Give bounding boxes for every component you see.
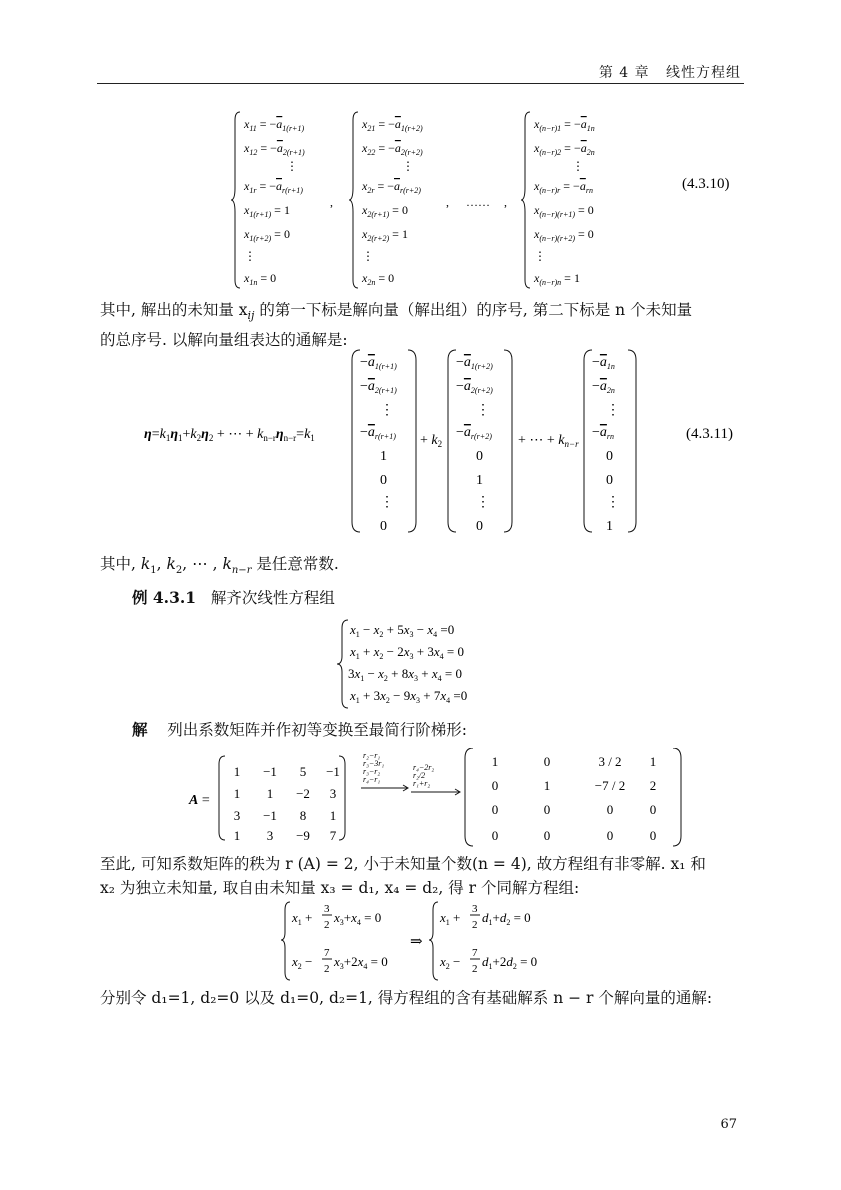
svg-text:x1 +: $x_1$ + [292, 910, 313, 927]
text2-prefix: 其中, [100, 555, 136, 573]
example-heading [132, 586, 777, 610]
matrix-cell: −1 [263, 808, 277, 823]
svg-text:2: 2 [324, 963, 330, 975]
svg-text:2: 2 [472, 963, 478, 975]
paragraph-general-solution: 分别令 d₁=1, d₂=0 以及 d₁=0, d₂=1, 得方程组的含有基础解系 n − r 个解向量的通解: [100, 989, 713, 1007]
svg-text:x(n−r)r = −arn: $x_{(n-r)r} = -a_{rn}$ [534, 179, 593, 195]
svg-text:r₁+r₂: r₁+r₂ [413, 779, 431, 788]
text1-sub: ij [247, 309, 255, 323]
svg-text:x2(r+1) = 0: $x_{2(r+1)} = 0$ [362, 203, 408, 219]
svg-text:−arn: $-a_{rn}$ [592, 425, 615, 441]
svg-text:r₄−2r₂: r₄−2r₂ [413, 763, 435, 772]
matrix-cell: 1 [491, 754, 499, 769]
svg-text:0: 0 [380, 519, 387, 534]
matrix-cell: 3 [329, 786, 337, 801]
matrix-cell: 0 [649, 828, 657, 843]
svg-text:x22 = −a2(r+2): $x_{22} = -a_{2(r+2)}$ [362, 141, 423, 157]
text3-line2: x₂ 为独立未知量, 取自由未知量 x₃ = d₁, x₄ = d₂, 得 r 个同解方程组: [100, 879, 580, 897]
svg-text:2: 2 [472, 919, 478, 931]
header-title: 线性方程组 [666, 65, 741, 81]
matrix-r-cells [492, 754, 657, 843]
example-title: 例 4.3.1 [132, 588, 197, 607]
solution-heading [132, 718, 777, 742]
svg-text:,: , [504, 195, 507, 209]
linear-system [336, 618, 516, 710]
matrix-cell: 3 [233, 808, 241, 823]
svg-text:⋮: ⋮ [606, 495, 620, 510]
svg-text:⋮: ⋮ [402, 159, 414, 173]
svg-text:x(n−r)n = 1: $x_{(n-r)n} = 1$ [534, 271, 580, 287]
matrix-cell: 1 [543, 778, 551, 793]
matrix-cell: 0 [606, 802, 614, 817]
svg-text:x(n−r)(r+1) = 0: $x_{(n-r)(r+1)} = 0$ [534, 203, 594, 219]
matrix-cell: 0 [491, 778, 499, 793]
solution-text: 列出系数矩阵并作初等变换至最简行阶梯形: [167, 721, 467, 739]
svg-text:r₃−r₂: r₃−r₂ [363, 767, 381, 776]
svg-text:,: , [446, 195, 449, 209]
matrix-cell: −9 [296, 828, 310, 843]
svg-text:x2(r+2) = 1: $x_{2(r+2)} = 1$ [362, 227, 408, 243]
header-rule [97, 83, 744, 84]
svg-text:−ar(r+1): $-a_{r(r+1)}$ [360, 425, 396, 441]
svg-text:d1+2d2 = 0: $d_1+2d_2 = 0$ [482, 954, 538, 971]
text1-part1: 其中, 解出的未知量 x [100, 301, 248, 319]
svg-text:A =: A = [189, 793, 210, 808]
svg-text:x11 = −a1(r+1): $x_{11} = -a_{1(r+1)}$ [244, 117, 305, 133]
svg-text:r₃−3r₁: r₃−3r₁ [363, 759, 385, 768]
matrix-cell: 3 [266, 828, 274, 843]
svg-text:x1(r+2) = 0: $x_{1(r+2)} = 0$ [244, 227, 290, 243]
page-number: 67 [720, 1117, 737, 1132]
text2-suffix: 是任意常数. [256, 555, 339, 573]
svg-text:⋮: ⋮ [244, 249, 256, 263]
svg-text:r₄−r₁: r₄−r₁ [363, 775, 381, 784]
svg-text:⋮: ⋮ [606, 403, 620, 418]
matrix-cell: 7 [329, 828, 337, 843]
equation-4-3-10 [230, 108, 750, 293]
svg-text:,: , [330, 195, 333, 209]
matrix-cell: 5 [299, 764, 307, 779]
svg-text:x2n = 0: $x_{2n} = 0$ [362, 271, 395, 287]
svg-text:x1n = 0: $x_{1n} = 0$ [244, 271, 277, 287]
svg-text:⋮: ⋮ [476, 495, 490, 510]
eq-number-4-3-11: (4.3.11) [686, 426, 733, 442]
text3-line1: 至此, 可知系数矩阵的秩为 r (A) = 2, 小于未知量个数(n = 4), 故方程组有非零解. x₁ 和 [100, 855, 706, 873]
svg-text:x(n−r)1 = −a1n: $x_{(n-r)1} = -a_{1n}$ [534, 117, 595, 133]
svg-text:x(n−r)(r+2) = 0: $x_{(n-r)(r+2)} = 0$ [534, 227, 594, 243]
svg-text:2: 2 [324, 919, 330, 931]
matrix-cell: 0 [543, 828, 551, 843]
header-chapter: 第 4 章 [598, 65, 650, 81]
reduced-systems [280, 900, 580, 982]
matrix-cell: 0 [543, 802, 551, 817]
paragraph-explanation [100, 298, 745, 352]
matrix-cell: 2 [649, 778, 657, 793]
svg-text:−ar(r+2): $-a_{r(r+2)}$ [456, 425, 492, 441]
svg-text:x1 + x2 − 2x3 + 3x4 = 0: $x_1 + x_2 - 2x_3 + 3x_4 = 0$ [350, 644, 464, 661]
svg-text:−a2(r+1): $-a_{2(r+1)}$ [360, 379, 397, 395]
svg-text:1: 1 [606, 519, 613, 534]
svg-text:x2r = −ar(r+2): $x_{2r} = -a_{r(r+2)}$ [362, 179, 421, 195]
matrix-cell: 1 [266, 786, 274, 801]
text1-line2: 的总序号. 以解向量组表达的通解是: [100, 331, 348, 350]
svg-text:0: 0 [476, 519, 483, 534]
svg-text:3: 3 [472, 903, 478, 915]
page-header [599, 62, 741, 82]
svg-text:x2 −: $x_2$ − [292, 954, 313, 971]
svg-text:η=k1η1+k2η2 + ⋯ + kn−rηn−r=k1: $\eta=k_1\eta_1+k_2\eta_2$ + ⋯ + $k_{n-r}\eta_{n-r}=k_1$ [144, 427, 315, 443]
svg-text:3x1 − x2 + 8x3 + x4 = 0: $3x_1 - x_2 + 8x_3 + x_4 = 0$ [348, 666, 462, 683]
svg-text:x2 −: $x_2$ − [440, 954, 461, 971]
matrix-cell: 0 [649, 802, 657, 817]
matrix-cell: 0 [543, 754, 551, 769]
matrix-cell: 1 [329, 808, 337, 823]
paragraph-constants: 其中, $k_1$, $k_2$, ⋯ , $k_{n-r}$ 是任意常数. [100, 555, 339, 577]
matrix-cell: 1 [233, 764, 241, 779]
svg-text:0: 0 [380, 473, 387, 488]
svg-text:⋮: ⋮ [534, 249, 546, 263]
svg-text:+ ⋯ + kn−r: + ⋯ + $k_{n-r}$ [518, 433, 579, 449]
eq-ellipsis: …… [466, 195, 490, 209]
svg-text:7: 7 [324, 947, 330, 959]
svg-text:0: 0 [606, 449, 613, 464]
svg-text:r₂−r₁: r₂−r₁ [363, 751, 381, 760]
matrix-cell: −7 / 2 [594, 778, 626, 793]
text1-part2: 的第一下标是解向量（解出组）的序号, 第二下标是 n 个未知量 [254, 301, 693, 319]
matrix-cell: −1 [326, 764, 340, 779]
matrix-cell: 0 [606, 828, 614, 843]
svg-text:7: 7 [472, 947, 478, 959]
svg-text:x3+2x4 = 0: $x_3+2x_4 = 0$ [334, 954, 388, 971]
matrix-cell: 1 [649, 754, 657, 769]
matrix-cell: −1 [263, 764, 277, 779]
matrix-cell: −2 [296, 786, 310, 801]
svg-text:⋮: ⋮ [362, 249, 374, 263]
svg-text:⋮: ⋮ [380, 495, 394, 510]
svg-text:x3+x4 = 0: $x_3+x_4 = 0$ [334, 910, 382, 927]
matrix-cell: 0 [491, 802, 499, 817]
svg-text:+ k2: + $k_2$ [420, 433, 443, 449]
svg-text:−a2(r+2): $-a_{2(r+2)}$ [456, 379, 493, 395]
svg-text:−a1n: $-a_{1n}$ [592, 355, 615, 371]
equation-4-3-11 [140, 346, 750, 541]
svg-text:x1 +: $x_1$ + [440, 910, 461, 927]
svg-text:x21 = −a1(r+2): $x_{21} = -a_{1(r+2)}$ [362, 117, 423, 133]
svg-text:1: 1 [476, 473, 483, 488]
svg-text:−a2n: $-a_{2n}$ [592, 379, 615, 395]
matrix-reduction [185, 748, 685, 848]
svg-text:⇒: ⇒ [410, 934, 423, 950]
svg-text:x1(r+1) = 1: $x_{1(r+1)} = 1$ [244, 203, 290, 219]
matrix-cell: 1 [233, 828, 241, 843]
svg-text:d1+d2 = 0: $d_1+d_2 = 0$ [482, 910, 531, 927]
svg-text:0: 0 [476, 449, 483, 464]
svg-text:x12 = −a2(r+1): $x_{12} = -a_{2(r+1)}$ [244, 141, 305, 157]
svg-text:x1r = −ar(r+1): $x_{1r} = -a_{r(r+1)}$ [244, 179, 303, 195]
svg-text:−a1(r+1): $-a_{1(r+1)}$ [360, 355, 397, 371]
svg-text:−a1(r+2): $-a_{1(r+2)}$ [456, 355, 493, 371]
example-text: 解齐次线性方程组 [210, 589, 335, 607]
matrix-a-cells [234, 764, 340, 843]
solution-title: 解 [132, 720, 148, 739]
svg-text:0: 0 [606, 473, 613, 488]
matrix-cell: 1 [233, 786, 241, 801]
svg-text:⋮: ⋮ [286, 159, 298, 173]
svg-text:x(n−r)2 = −a2n: $x_{(n-r)2} = -a_{2n}$ [534, 141, 595, 157]
matrix-cell: 8 [299, 808, 307, 823]
matrix-cell: 3 / 2 [598, 754, 622, 769]
svg-text:x1 − x2 + 5x3 − x4 =0: $x_1 - x_2 + 5x_3 - x_4 =0$ [350, 622, 455, 639]
svg-text:⋮: ⋮ [572, 159, 584, 173]
svg-text:x1 + 3x2 − 9x3 + 7x4 =0: $x_1 + 3x_2 - 9x_3 + 7x_4 =0$ [350, 688, 468, 705]
eq-number-4-3-10: (4.3.10) [682, 176, 730, 192]
svg-text:1: 1 [380, 449, 387, 464]
svg-text:⋮: ⋮ [380, 403, 394, 418]
svg-text:r₂/2: r₂/2 [413, 771, 426, 780]
svg-text:⋮: ⋮ [476, 403, 490, 418]
paragraph-rank [100, 852, 745, 900]
svg-text:3: 3 [324, 903, 330, 915]
matrix-cell: 0 [491, 828, 499, 843]
